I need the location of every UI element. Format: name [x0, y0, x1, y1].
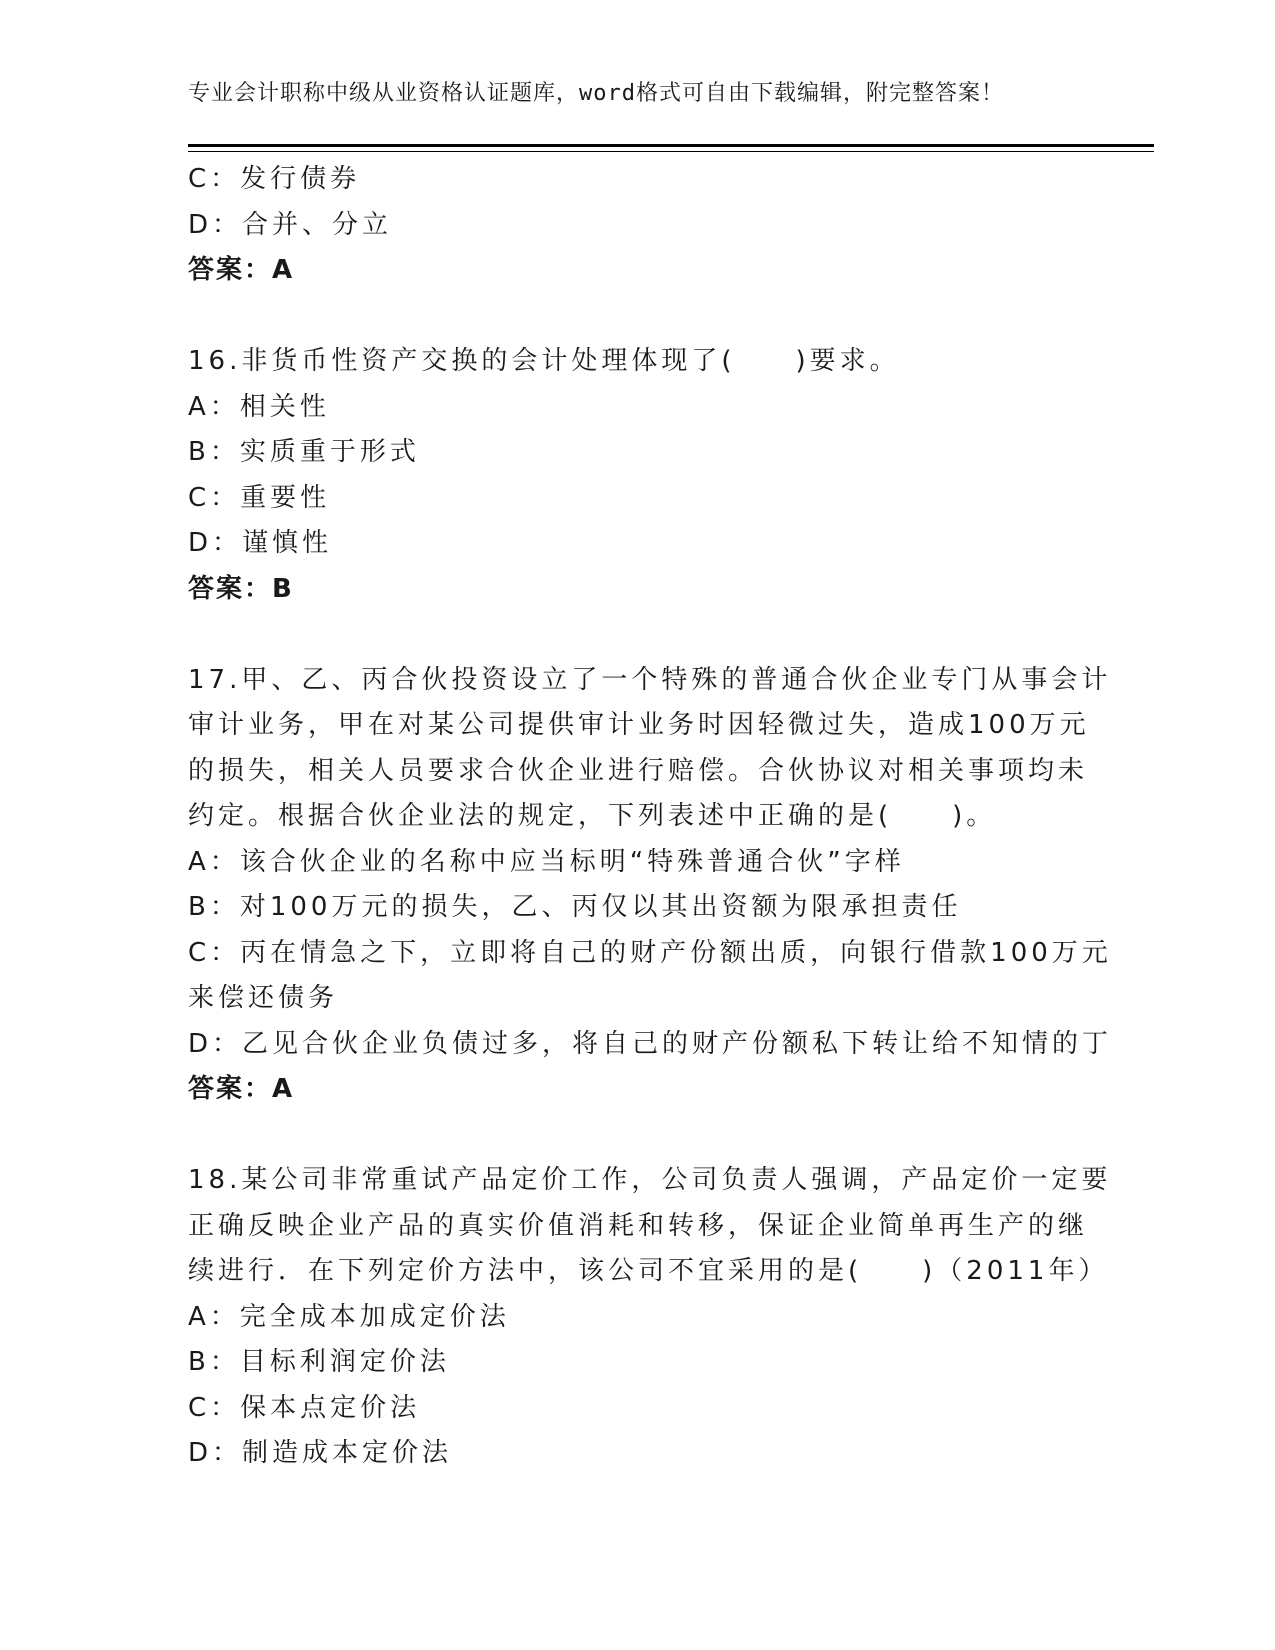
- option-line: A：该合伙企业的名称中应当标明“特殊普通合伙”字样: [188, 846, 905, 877]
- option-line: C：保本点定价法: [188, 1392, 421, 1423]
- question-stem: 18.某公司非常重试产品定价工作，公司负责人强调，产品定价一定要: [188, 1165, 1112, 1195]
- question-block: [188, 339, 1088, 612]
- answer-line: 答案：A: [188, 1074, 295, 1104]
- block-spacer: [188, 1113, 1088, 1159]
- option-line: C：发行债券: [188, 164, 361, 194]
- option-line: B：目标利润定价法: [188, 1347, 450, 1377]
- question-block: [188, 658, 1113, 1113]
- question-stem: 16.非货币性资产交换的会计处理体现了( )要求。: [188, 346, 900, 376]
- option-line: D：谨慎性: [188, 528, 333, 558]
- answer-line: 答案：A: [188, 255, 295, 285]
- block-spacer: [188, 294, 1088, 340]
- block-spacer: [188, 612, 1088, 658]
- option-line: C：丙在情急之下，立即将自己的财产份额出质，向银行借款100万元: [188, 937, 1112, 968]
- option-line: D：乙见合伙企业负债过多，将自己的财产份额私下转让给不知情的丁: [188, 1028, 1113, 1059]
- page-header-title: 专业会计职称中级从业资格认证题库，word格式可自由下载编辑，附完整答案！: [188, 81, 1004, 106]
- option-line: D：制造成本定价法: [188, 1438, 453, 1468]
- option-line: A：完全成本加成定价法: [188, 1301, 510, 1332]
- option-line: B：实质重于形式: [188, 437, 420, 467]
- option-line: A：相关性: [188, 391, 330, 422]
- question-stem: 审计业务，甲在对某公司提供审计业务时因轻微过失，造成100万元: [188, 710, 1090, 740]
- question-stem: 续进行．在下列定价方法中，该公司不宜采用的是( )（2011年）: [188, 1256, 1109, 1286]
- header-divider-thick: [188, 144, 1154, 147]
- question-stem: 约定。根据合伙企业法的规定，下列表述中正确的是( )。: [188, 801, 997, 831]
- question-stem: 正确反映企业产品的真实价值消耗和转移，保证企业简单再生产的继: [188, 1210, 1089, 1241]
- question-block: [188, 157, 1088, 294]
- option-line: C：重要性: [188, 482, 331, 513]
- question-block: [188, 1158, 1112, 1477]
- question-content: [188, 157, 1113, 1477]
- answer-line: 答案：B: [188, 573, 294, 604]
- header-divider-thin: [188, 151, 1154, 152]
- question-stem: 的损失，相关人员要求合伙企业进行赔偿。合伙协议对相关事项均未: [188, 755, 1089, 786]
- option-line: B：对100万元的损失，乙、丙仅以其出资额为限承担责任: [188, 892, 962, 922]
- option-line: 来偿还债务: [188, 983, 339, 1013]
- option-line: D：合并、分立: [188, 209, 393, 240]
- question-stem: 17.甲、乙、丙合伙投资设立了一个特殊的普通合伙企业专门从事会计: [188, 664, 1112, 695]
